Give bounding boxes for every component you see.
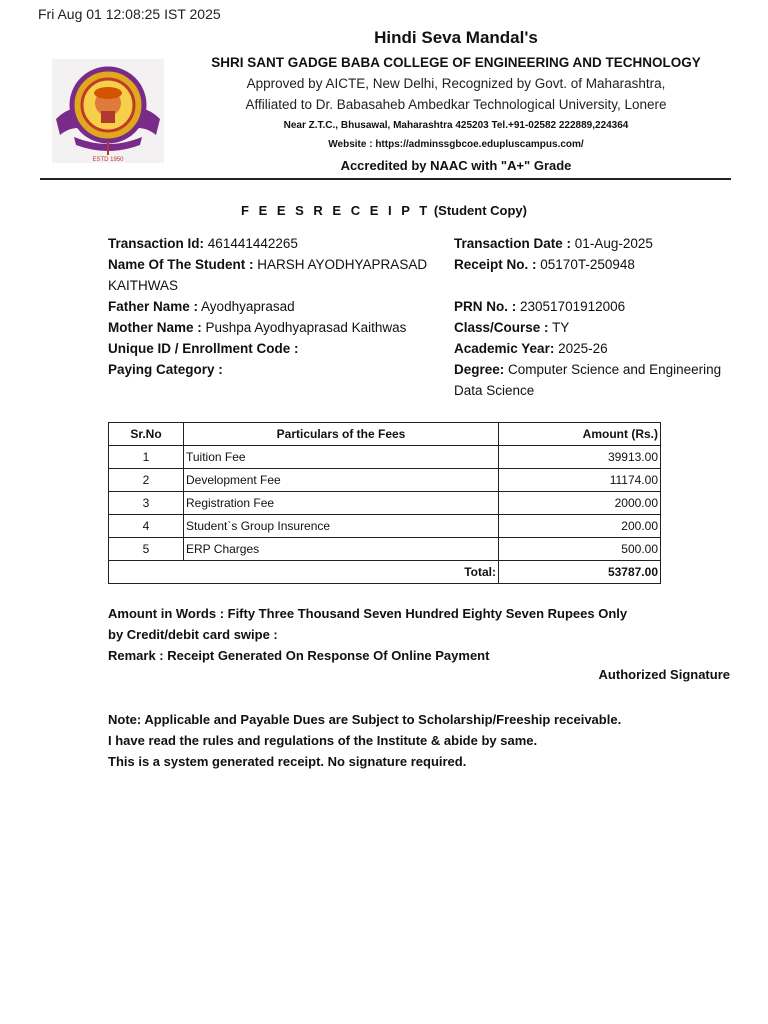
unique-id-row xyxy=(108,338,428,359)
row-particular: Tuition Fee xyxy=(184,446,499,469)
table-row xyxy=(109,538,661,561)
college-logo xyxy=(52,59,164,163)
class-course-value: TY xyxy=(552,320,570,335)
mother-name-value: Pushpa Ayodhyaprasad Kaithwas xyxy=(205,320,407,335)
receipt-no-row xyxy=(454,254,734,275)
col-header-srno: Sr.No xyxy=(109,423,184,446)
mother-name-label: Mother Name : xyxy=(108,320,202,335)
affiliation-line: Affiliated to Dr. Babasaheb Ambedkar Technological University, Lonere xyxy=(245,97,667,112)
fees-table-header xyxy=(109,423,661,446)
org-name: Hindi Seva Mandal's xyxy=(374,28,538,47)
receipt-title xyxy=(0,203,768,218)
row-particular: Student`s Group Insurence xyxy=(184,515,499,538)
total-row xyxy=(109,561,661,584)
website-line[interactable]: Website : https://adminssgbcoe.edupluscampus.com/ xyxy=(328,139,584,150)
table-row xyxy=(109,469,661,492)
transaction-id-label: Transaction Id: xyxy=(108,236,205,251)
row-amount: 39913.00 xyxy=(499,446,661,469)
receipt-spacer xyxy=(454,275,734,296)
total-label: Total: xyxy=(109,561,499,584)
fees-table xyxy=(108,422,661,584)
paying-category-label: Paying Category : xyxy=(108,362,223,377)
transaction-id-value: 461441442265 xyxy=(207,236,298,251)
col-header-amount: Amount (Rs.) xyxy=(499,423,661,446)
academic-year-value: 2025-26 xyxy=(558,341,608,356)
print-timestamp: Fri Aug 01 12:08:25 IST 2025 xyxy=(38,6,221,22)
amount-details xyxy=(108,603,627,666)
row-srno: 5 xyxy=(109,538,184,561)
row-particular: Development Fee xyxy=(184,469,499,492)
approval-line: Approved by AICTE, New Delhi, Recognized by Govt. of Maharashtra, xyxy=(246,76,666,91)
row-srno: 1 xyxy=(109,446,184,469)
logo-estd-text: ESTD 1950 xyxy=(92,157,124,163)
prn-value: 23051701912006 xyxy=(520,299,626,314)
college-header xyxy=(170,28,742,173)
father-name-label: Father Name : xyxy=(108,299,199,314)
prn-row xyxy=(454,296,734,317)
student-info-right xyxy=(454,233,734,401)
row-particular: Registration Fee xyxy=(184,492,499,515)
receipt-title-copy: (Student Copy) xyxy=(433,203,527,218)
table-row xyxy=(109,492,661,515)
transaction-date-label: Transaction Date : xyxy=(454,236,572,251)
row-amount: 2000.00 xyxy=(499,492,661,515)
paying-category-row xyxy=(108,359,428,380)
class-course-row xyxy=(454,317,734,338)
unique-id-label: Unique ID / Enrollment Code : xyxy=(108,341,299,356)
naac-line: Accredited by NAAC with "A+" Grade xyxy=(340,158,572,173)
academic-year-label: Academic Year: xyxy=(454,341,555,356)
receipt-no-label: Receipt No. : xyxy=(454,257,537,272)
receipt-title-main: F E E S R E C E I P T xyxy=(241,203,431,218)
table-row xyxy=(109,515,661,538)
student-name-row xyxy=(108,254,428,296)
row-particular: ERP Charges xyxy=(184,538,499,561)
transaction-id-row xyxy=(108,233,428,254)
authorized-signature: Authorized Signature xyxy=(598,667,730,682)
degree-label: Degree: xyxy=(454,362,505,377)
degree-row xyxy=(454,359,734,401)
mother-name-row xyxy=(108,317,428,338)
college-name: SHRI SANT GADGE BABA COLLEGE OF ENGINEERING AND TECHNOLOGY xyxy=(211,55,701,70)
row-srno: 3 xyxy=(109,492,184,515)
col-header-particulars: Particulars of the Fees xyxy=(184,423,499,446)
note-scholarship: Note: Applicable and Payable Dues are Subject to Scholarship/Freeship receivable. xyxy=(108,712,622,727)
transaction-date-row xyxy=(454,233,734,254)
class-course-label: Class/Course : xyxy=(454,320,549,335)
note-system-generated: This is a system generated receipt. No signature required. xyxy=(108,754,467,769)
student-name-label: Name Of The Student : xyxy=(108,257,254,272)
prn-label: PRN No. : xyxy=(454,299,517,314)
total-amount: 53787.00 xyxy=(499,561,661,584)
student-name-value: HARSH AYODHYAPRASAD KAITHWAS xyxy=(108,257,428,293)
amount-in-words: Amount in Words : Fifty Three Thousand Seven Hundred Eighty Seven Rupees Only xyxy=(108,606,628,621)
row-srno: 4 xyxy=(109,515,184,538)
father-name-value: Ayodhyaprasad xyxy=(201,299,295,314)
table-row xyxy=(109,446,661,469)
payment-mode: by Credit/debit card swipe : xyxy=(108,627,278,642)
row-amount: 200.00 xyxy=(499,515,661,538)
header-divider xyxy=(40,178,731,180)
degree-value: Computer Science and Engineering Data Science xyxy=(454,362,722,398)
receipt-notes xyxy=(108,709,621,772)
address-line: Near Z.T.C., Bhusawal, Maharashtra 425203 Tel.+91-02582 222889,224364 xyxy=(283,120,629,131)
transaction-date-value: 01-Aug-2025 xyxy=(574,236,653,251)
remark: Remark : Receipt Generated On Response Of Online Payment xyxy=(108,648,490,663)
father-name-row xyxy=(108,296,428,317)
student-info-left xyxy=(108,233,428,380)
receipt-no-value: 05170T-250948 xyxy=(540,257,635,272)
row-amount: 500.00 xyxy=(499,538,661,561)
row-amount: 11174.00 xyxy=(499,469,661,492)
academic-year-row xyxy=(454,338,734,359)
note-rules: I have read the rules and regulations of the Institute & abide by same. xyxy=(108,733,538,748)
row-srno: 2 xyxy=(109,469,184,492)
